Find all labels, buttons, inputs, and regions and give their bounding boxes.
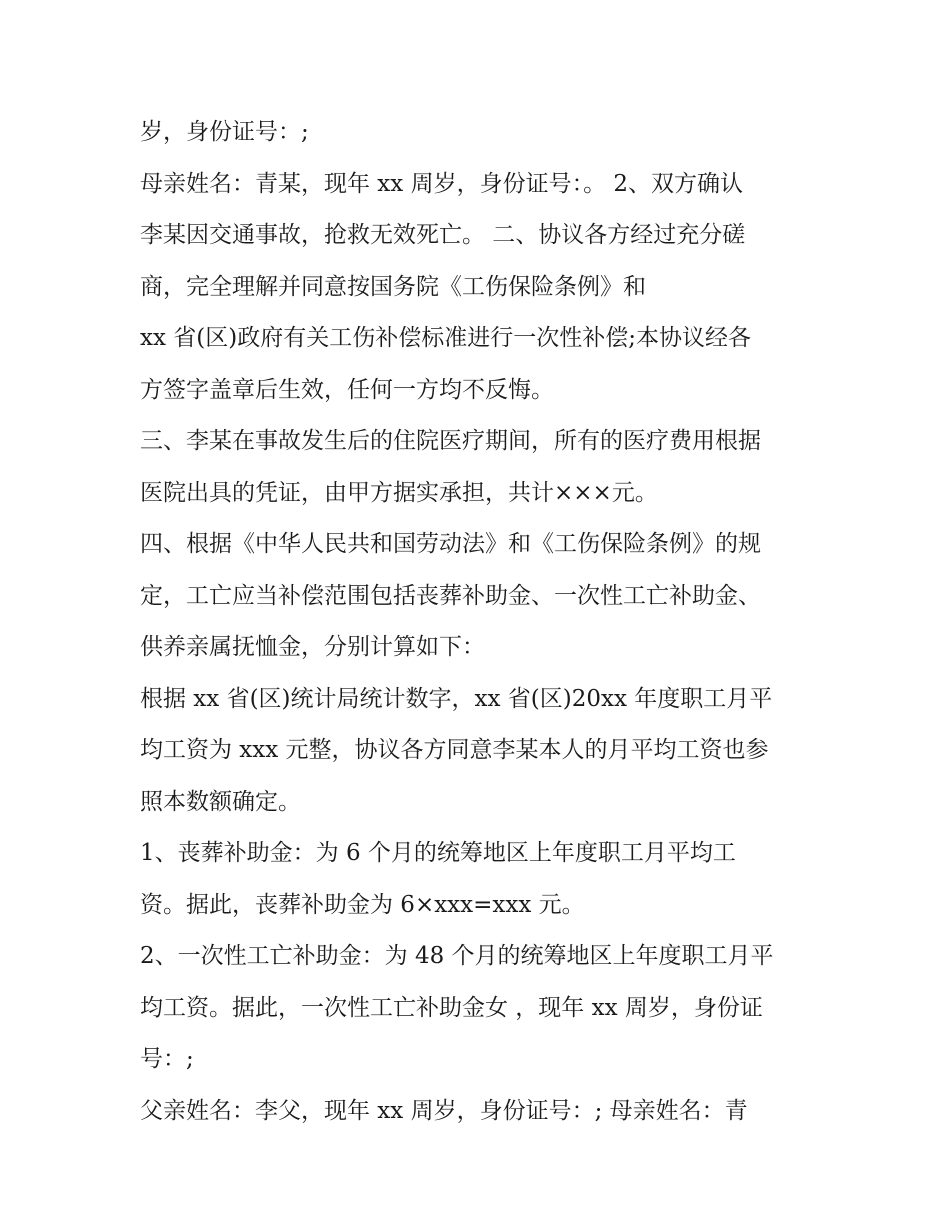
text-line: 根据 xx 省(区)统计局统计数字，xx 省(区)20xx 年度职工月平 [140, 685, 773, 712]
text-line: 均工资为 xxx 元整，协议各方同意李某本人的月平均工资也参 [140, 737, 769, 763]
document-body [140, 107, 820, 1137]
text-line: 三、李某在事故发生后的住院医疗期间，所有的医疗费用根据 [140, 428, 761, 454]
text-line: 定，工亡应当补偿范围包括丧葬补助金、一次性工亡补助金、 [140, 582, 761, 609]
text-line: 2、一次性工亡补助金：为 48 个月的统筹地区上年度职工月平 [140, 943, 774, 969]
text-line: 1、丧葬补助金：为 6 个月的统筹地区上年度职工月平均工 [140, 840, 736, 866]
text-line: 号：; [140, 1046, 194, 1072]
text-line: 四、根据《中华人民共和国劳动法》和《工伤保险条例》的规 [140, 531, 761, 557]
text-line: xx 省(区)政府有关工伤补偿标准进行一次性补偿;本协议经各 [140, 325, 751, 351]
text-line: 供养亲属抚恤金，分别计算如下： [140, 634, 485, 660]
text-line: 均工资。据此，一次性工亡补助金女 ，现年 xx 周岁，身份证 [140, 994, 763, 1021]
text-line: 父亲姓名：李父，现年 xx 周岁，身份证号：; 母亲姓名：青 [140, 1097, 748, 1124]
text-line: 母亲姓名：青某，现年 xx 周岁，身份证号：。 2、双方确认 [140, 170, 744, 197]
text-line: 李某因交通事故，抢救无效死亡。 二、协议各方经过充分磋 [140, 222, 746, 248]
text-line: 商，完全理解并同意按国务院《工伤保险条例》和 [140, 273, 646, 300]
text-line: 资。据此，丧葬补助金为 6×xxx=xxx 元。 [140, 891, 585, 918]
text-line: 方签字盖章后生效，任何一方均不反悔。 [140, 376, 554, 403]
text-line: 岁，身份证号：; [140, 119, 309, 145]
text-line: 医院出具的凭证，由甲方据实承担，共计×××元。 [140, 479, 658, 506]
text-line: 照本数额确定。 [140, 788, 301, 815]
